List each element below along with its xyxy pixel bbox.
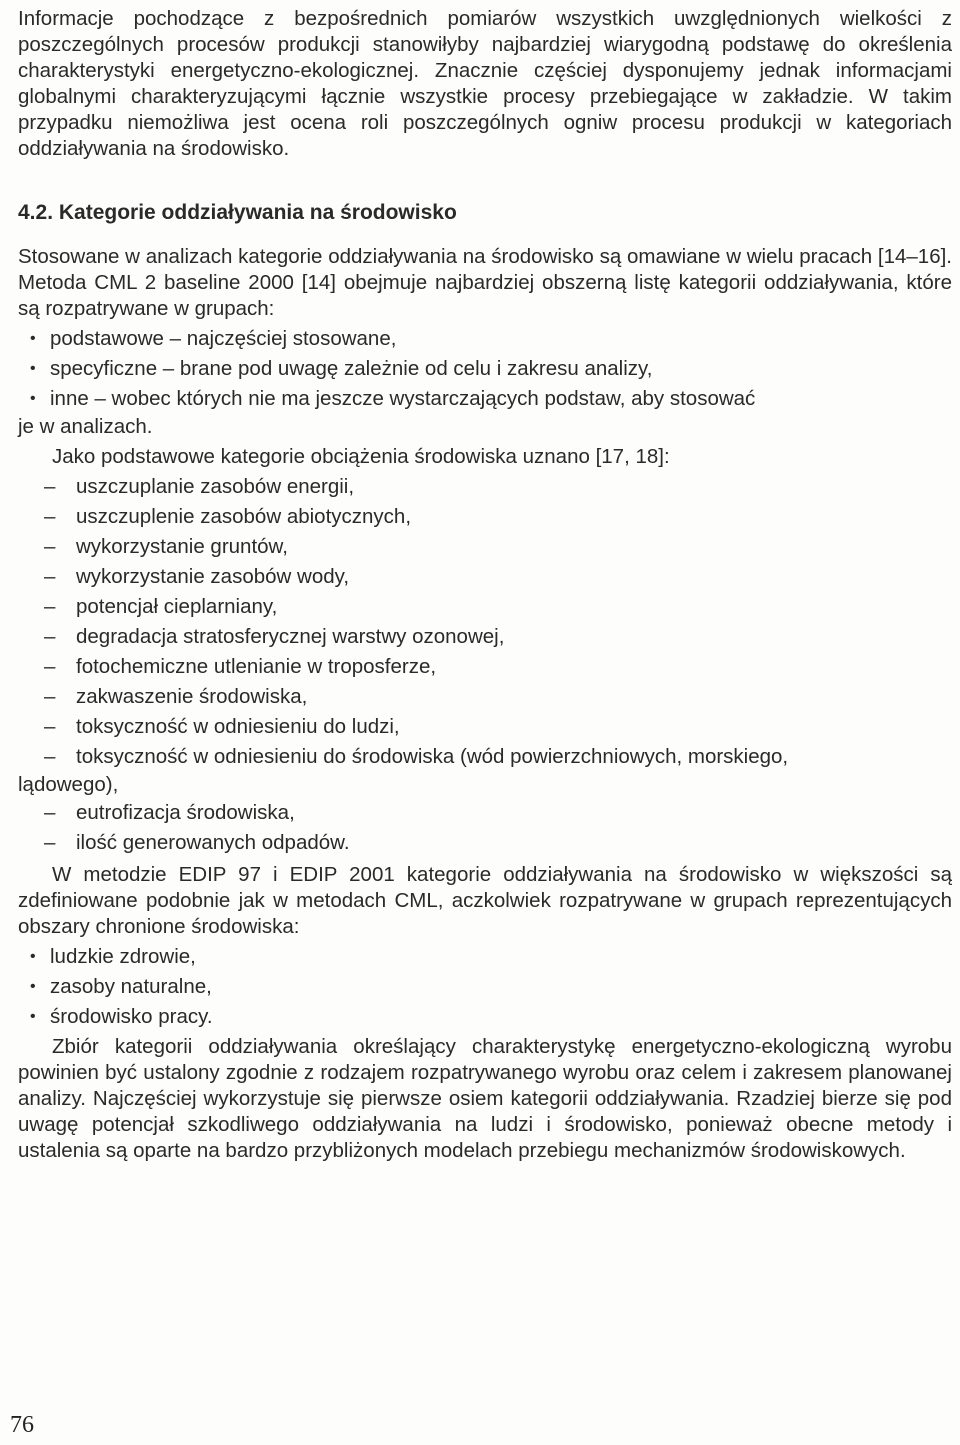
list-item: • podstawowe – najczęściej stosowane, bbox=[50, 324, 952, 354]
paragraph-section-intro: Stosowane w analizach kategorie oddziaływania na środowisko są omawiane w wielu pracach [14–16]. Metoda CML 2 baseline 2000 [14] obejmuje najbardziej obszerną listę kategorii oddziaływania, które są rozpatrywane w grupach: bbox=[18, 245, 952, 320]
paragraph-closing: Zbiór kategorii oddziaływania określający charakterystykę energetyczno-ekologiczną wyrobu powinien być ustalony zgodnie z rodzajem rozpatrywanego wyrobu oraz celem i zakresem planowanej analizy. Najczęściej wykorzystuje się pierwsze osiem kategorii oddziaływania. Rzadziej bierze się pod uwagę potencjał szkodliwego oddziaływania na ludzi i środowisko, ponieważ obecne metody i ustalenia są oparte na bardzo przybliżonych modelach przebiegu mechanizmów środowiskowych. bbox=[18, 1035, 952, 1162]
paragraph-edip: W metodzie EDIP 97 i EDIP 2001 kategorie oddziaływania na środowisko w większości są zdefiniowane podobnie jak w metodach CML, aczkolwiek rozpatrywane w grupach reprezentujących obszary chronione środowiska: bbox=[18, 863, 952, 938]
list-item: • ludzkie zdrowie, bbox=[50, 942, 952, 972]
categories-list bbox=[18, 472, 952, 772]
list-item: – degradacja stratosferycznej warstwy ozonowej, bbox=[44, 622, 952, 652]
paragraph-bullets-tail: je w analizach. bbox=[18, 415, 153, 438]
list-item: – uszczuplanie zasobów energii, bbox=[44, 472, 952, 502]
list-item: – fotochemiczne utlenianie w troposferze, bbox=[44, 652, 952, 682]
page-body bbox=[18, 6, 952, 1164]
categories-wrap-line: lądowego), bbox=[18, 773, 119, 796]
list-item: – wykorzystanie gruntów, bbox=[44, 532, 952, 562]
list-item: – ilość generowanych odpadów. bbox=[44, 828, 952, 858]
groups-list bbox=[18, 324, 952, 414]
list-item: – toksyczność w odniesieniu do ludzi, bbox=[44, 712, 952, 742]
list-item: – zakwaszenie środowiska, bbox=[44, 682, 952, 712]
list-item: – wykorzystanie zasobów wody, bbox=[44, 562, 952, 592]
list-item: • specyficzne – brane pod uwagę zależnie od celu i zakresu analizy, bbox=[50, 354, 952, 384]
categories-list-continued bbox=[18, 798, 952, 858]
list-item: • zasoby naturalne, bbox=[50, 972, 952, 1002]
list-item: • środowisko pracy. bbox=[50, 1002, 952, 1032]
list-item: – uszczuplenie zasobów abiotycznych, bbox=[44, 502, 952, 532]
paragraph-intro: Informacje pochodzące z bezpośrednich pomiarów wszystkich uwzględnionych wielkości z poszczególnych procesów produkcji stanowiłyby najbardziej wiarygodną podstawę do określenia charakterystyki energetyczno-ekologicznej. Znacznie częściej dysponujemy jednak informacjami globalnymi charakteryzującymi łącznie wszystkie procesy przebiegające w zakładzie. W takim przypadku niemożliwa jest ocena roli poszczególnych ogniw procesu produkcji w kategoriach oddziaływania na środowisko. bbox=[18, 7, 952, 160]
section-heading: 4.2. Kategorie oddziaływania na środowisko bbox=[18, 201, 457, 224]
page-number: 76 bbox=[10, 1412, 34, 1438]
paragraph-basic-intro: Jako podstawowe kategorie obciążenia środowiska uznano [17, 18]: bbox=[52, 445, 670, 468]
list-item: – toksyczność w odniesieniu do środowiska (wód powierzchniowych, morskiego, bbox=[44, 742, 952, 772]
list-item: – potencjał cieplarniany, bbox=[44, 592, 952, 622]
protected-areas-list bbox=[18, 942, 952, 1032]
list-item: • inne – wobec których nie ma jeszcze wystarczających podstaw, aby stosować bbox=[50, 384, 952, 414]
list-item: – eutrofizacja środowiska, bbox=[44, 798, 952, 828]
